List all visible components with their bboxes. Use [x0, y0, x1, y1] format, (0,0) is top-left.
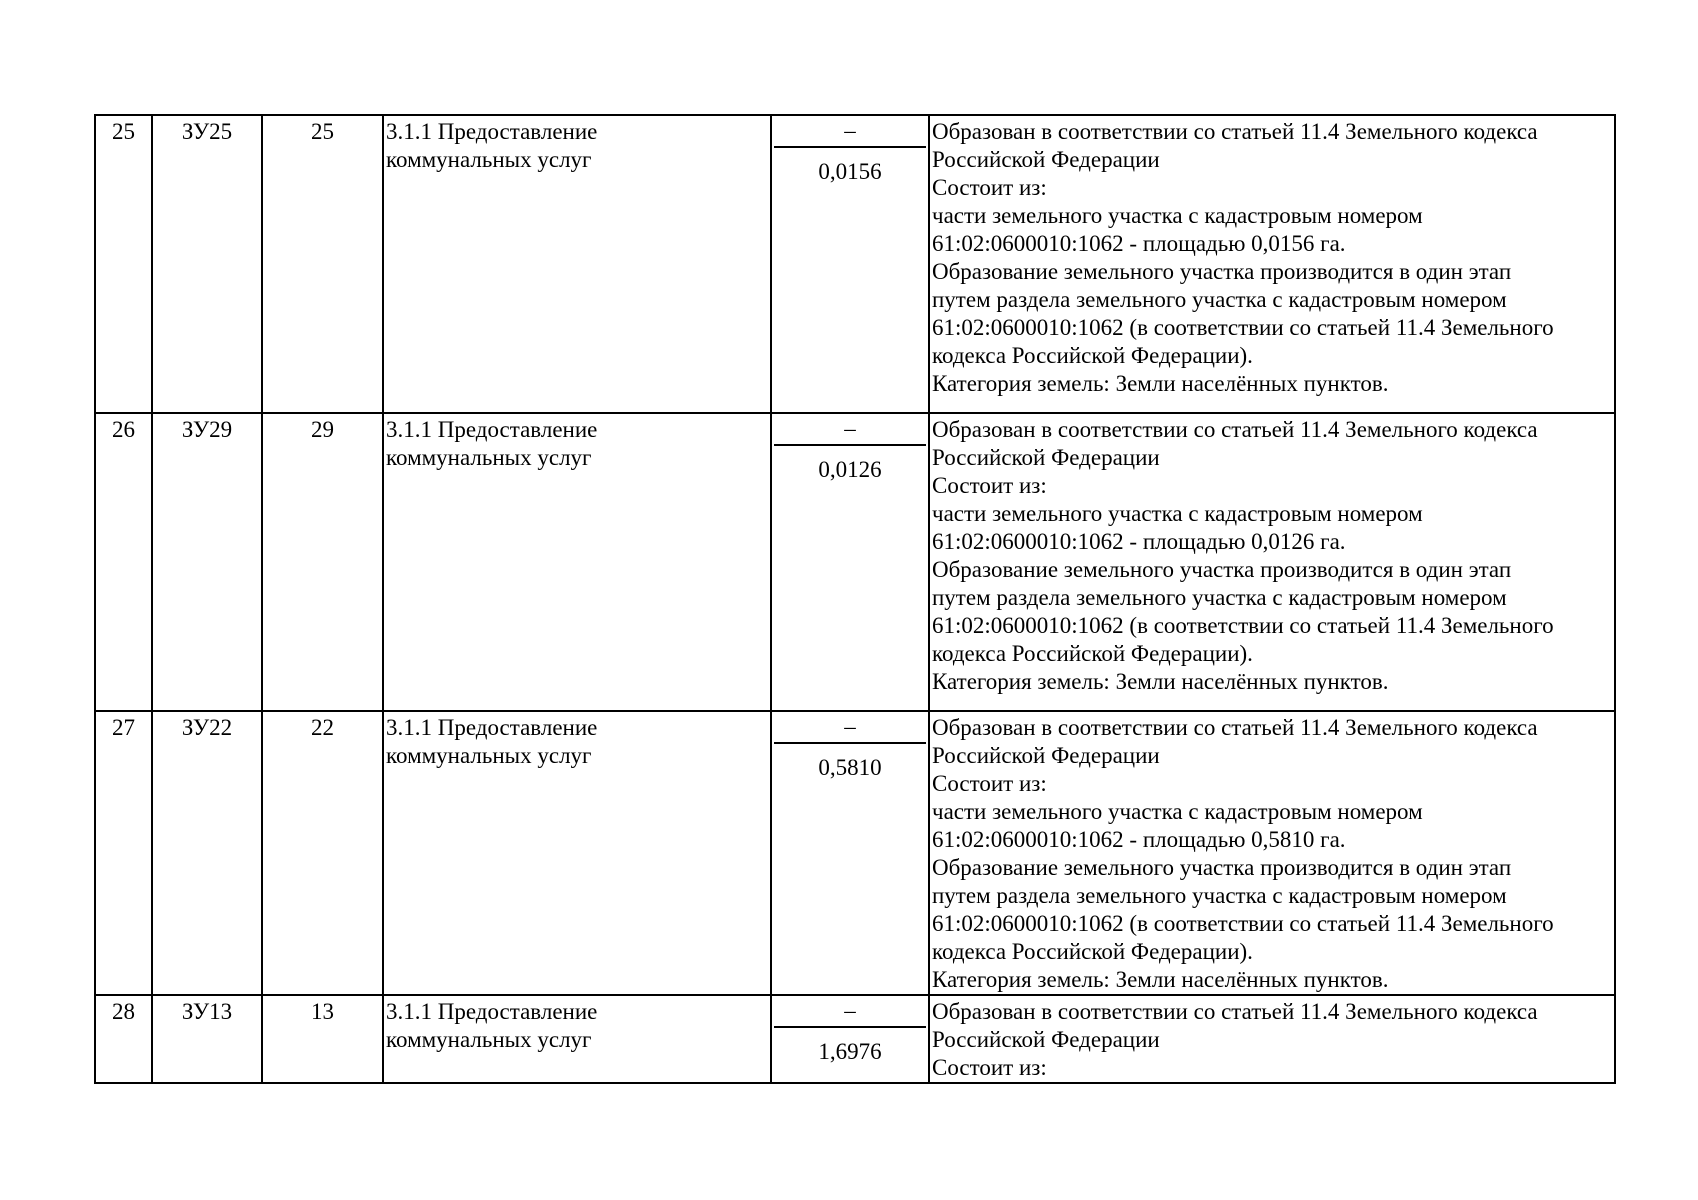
permitted-use-line: коммунальных услуг: [386, 147, 592, 172]
description-line: Категория земель: Земли населённых пунктов.: [932, 967, 1389, 992]
area-cell: [771, 711, 929, 995]
description-line: Образование земельного участка производится в один этап: [932, 557, 1512, 582]
description-line: путем раздела земельного участка с кадастровым номером: [932, 883, 1507, 908]
description-line: кодекса Российской Федерации).: [932, 939, 1253, 964]
plot-description: [929, 711, 1615, 995]
row-number: 27: [95, 711, 152, 995]
permitted-use-line: коммунальных услуг: [386, 445, 592, 470]
plot-designation: ЗУ13: [152, 995, 262, 1083]
plot-designation: ЗУ29: [152, 413, 262, 711]
permitted-use: [383, 413, 771, 711]
description-line: Категория земель: Земли населённых пунктов.: [932, 669, 1389, 694]
table-body: [95, 115, 1615, 1083]
description-line: Образован в соответствии со статьей 11.4 Земельного кодекса: [932, 715, 1538, 740]
description-line: Состоит из:: [932, 771, 1047, 796]
area-value: 1,6976: [818, 1039, 882, 1064]
description-line: кодекса Российской Федерации).: [932, 343, 1253, 368]
permitted-use: [383, 115, 771, 413]
description-line: кодекса Российской Федерации).: [932, 641, 1253, 666]
plot-ordinal: 22: [262, 711, 383, 995]
plot-ordinal: 29: [262, 413, 383, 711]
description-line: путем раздела земельного участка с кадастровым номером: [932, 585, 1507, 610]
plot-designation: ЗУ25: [152, 115, 262, 413]
area-dash: –: [774, 712, 926, 744]
description-line: Категория земель: Земли населённых пунктов.: [932, 371, 1389, 396]
area-value: 0,0156: [818, 159, 882, 184]
description-line: Состоит из:: [932, 175, 1047, 200]
permitted-use-line: 3.1.1 Предоставление: [386, 999, 598, 1024]
description-line: части земельного участка с кадастровым номером: [932, 799, 1423, 824]
description-line: Образован в соответствии со статьей 11.4 Земельного кодекса: [932, 999, 1538, 1024]
description-line: части земельного участка с кадастровым номером: [932, 203, 1423, 228]
table-row: [95, 711, 1615, 995]
area-value: 0,5810: [818, 755, 882, 780]
area-cell: [771, 413, 929, 711]
row-number: 28: [95, 995, 152, 1083]
permitted-use-line: 3.1.1 Предоставление: [386, 417, 598, 442]
description-line: Российской Федерации: [932, 1027, 1160, 1052]
table-row: [95, 413, 1615, 711]
area-dash: –: [774, 414, 926, 446]
plot-description: [929, 995, 1615, 1083]
table-row: [95, 995, 1615, 1083]
plot-designation: ЗУ22: [152, 711, 262, 995]
description-line: Состоит из:: [932, 1055, 1047, 1080]
description-line: 61:02:0600010:1062 (в соответствии со статьей 11.4 Земельного: [932, 911, 1554, 936]
area-cell: [771, 995, 929, 1083]
permitted-use: [383, 995, 771, 1083]
plot-description: [929, 115, 1615, 413]
plot-ordinal: 13: [262, 995, 383, 1083]
permitted-use-line: 3.1.1 Предоставление: [386, 715, 598, 740]
permitted-use-line: 3.1.1 Предоставление: [386, 119, 598, 144]
description-line: части земельного участка с кадастровым номером: [932, 501, 1423, 526]
area-dash: –: [774, 996, 926, 1028]
description-line: Образован в соответствии со статьей 11.4 Земельного кодекса: [932, 119, 1538, 144]
row-number: 25: [95, 115, 152, 413]
plot-ordinal: 25: [262, 115, 383, 413]
description-line: Состоит из:: [932, 473, 1047, 498]
description-line: Российской Федерации: [932, 445, 1160, 470]
description-line: 61:02:0600010:1062 - площадью 0,0156 га.: [932, 231, 1346, 256]
description-line: 61:02:0600010:1062 - площадью 0,5810 га.: [932, 827, 1346, 852]
area-value: 0,0126: [818, 457, 882, 482]
description-line: Российской Федерации: [932, 743, 1160, 768]
description-line: путем раздела земельного участка с кадастровым номером: [932, 287, 1507, 312]
area-dash: –: [774, 116, 926, 148]
table-row: [95, 115, 1615, 413]
area-cell: [771, 115, 929, 413]
permitted-use-line: коммунальных услуг: [386, 743, 592, 768]
description-line: 61:02:0600010:1062 (в соответствии со статьей 11.4 Земельного: [932, 315, 1554, 340]
plot-description: [929, 413, 1615, 711]
description-line: Образован в соответствии со статьей 11.4 Земельного кодекса: [932, 417, 1538, 442]
description-line: Образование земельного участка производится в один этап: [932, 259, 1512, 284]
description-line: 61:02:0600010:1062 (в соответствии со статьей 11.4 Земельного: [932, 613, 1554, 638]
description-line: 61:02:0600010:1062 - площадью 0,0126 га.: [932, 529, 1346, 554]
description-line: Российской Федерации: [932, 147, 1160, 172]
row-number: 26: [95, 413, 152, 711]
permitted-use: [383, 711, 771, 995]
description-line: Образование земельного участка производится в один этап: [932, 855, 1512, 880]
permitted-use-line: коммунальных услуг: [386, 1027, 592, 1052]
land-plots-table: [94, 114, 1616, 1084]
